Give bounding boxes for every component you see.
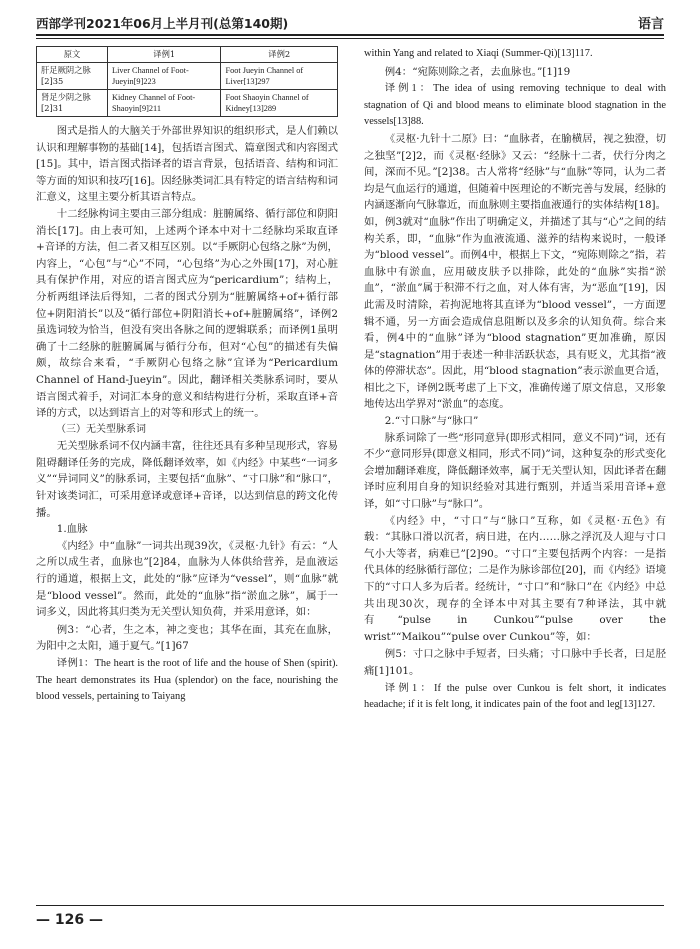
table-cell: Foot Shaoyin Channel of Kidney[13]289 [221,90,338,117]
section-label: 语言 [637,17,664,32]
table-row [37,63,338,90]
example-translation: 译例1：If the pulse over Cunkou is felt short, it indicates headache; if it is felt long, it indicates pain of the foot and leg[13]127. [364,682,666,711]
example-translation: 译例1：The idea of using removing technique to deal with stagnation of Qi and blood means to eliminate blood stagnation in the vessels[13]88. [364,83,666,128]
journal-title: 西部学刊2021年06月上半月刊(总第140期) [36,16,289,31]
table-header: 原文 [37,47,108,63]
example-source: 例5：寸口之脉中手短者，曰头痛；寸口脉中手长者，曰足胫痛[1]101。 [364,648,666,677]
terms-table [36,46,338,117]
page-number: — 126 — [36,912,103,928]
subsection-heading: 1.血脉 [56,523,88,536]
table-cell: 肾足少阴之脉[2]31 [37,90,108,117]
table-header: 译例1 [108,47,221,63]
header-rule [36,34,664,36]
paragraph: 十二经脉构词主要由三部分组成：脏腑属络、循行部位和阴阳消长[17]。由上表可知，上述两个译本中对十二经脉均采取直译+音译的方法，但二者又相互区别。以“手厥阴心包络之脉”为例，内容上，“心包”与“心”不同，“心包络”为心之外围[17]，对心脏具有保护作用，对应的语言图式应为“pericardium”；结构上，分析两组译法后得知，二者的图式分别为“脏腑属络+of+循行部位+阴阳消长”以及“循行部位+阴阳消长+of+脏腑属络”，译例2虽选词较为恰当，但没有突出各脉之间的逻辑联系；而译例1虽明确了十二经脉的脏腑属属与循行分布，但对“心包”的描述有失偏颇，故综合来看，“手厥阴心包络之脉”宜译为“Pericardium Channel of Hand-Jueyin”。因此，翻译相关类脉系词时，要从语言图式着手，对词汇本身的意义和结构进行分析，采取直译+音译的方式，以达到语言上的对等和形式上的统一。 [36,207,338,420]
paragraph: 《灵枢·九针十二原》曰：“血脉者，在腧横居，视之独澄，切之独坚”[2]2，而《灵枢·经脉》又云：“经脉十二者，伏行分肉之间，深而不见。”[2]38。古人常将“经脉”与“血脉”等同，认为二者均是气血运行的通道，但随着中医理论的不断完善与发展，经脉的内涵逐渐向气脉靠近，而血脉则主要指血液通行的实体结构[18]。如，例3就对“血脉”作出了明确定义，并描述了其与“心”之间的结构关系，即，“血脉”作为血液流通、滋养的结构来说时，一般译为“blood vessel”。而例4中，根据上下文，“宛陈则除之”指，若血脉中有淤血，应用破皮肤予以排除，此处的“血脉”实指“淤血”，“淤血”属于积滞不行之血，对人体有害，为“恶血”[19]，因此需及时清除，若拘泥地将其直译为“blood vessel”，一方面逻辑不通，另一方面会造成信息阻断以及多余的认知负荷。综合来看，例4中的“血脉”译为“blood stagnation”更加准确，原因是“stagnation”用于表述一种非活跃状态，具有贬义，尤其指“液体的停滞状态”。因此，用“blood stagnation”表示淤血更合适，相比之下，译例2既考虑了上下文，准确传递了原文信息，又形象地传达出学界对“淤血”的态度。 [364,132,666,411]
paragraph: 《内经》中“血脉”一词共出现39次，《灵枢·九针》有云：“人之所以成生者，血脉也”[2]84，血脉为人体供给营养，是血液运行的通道，根据上文，此处的“脉”应译为“vessel”，则“血脉”就是“blood vessel”。然而，此处的“血脉”指“淤血之脉”，属于一词多义，因此将其归类为无关型认知负荷，并采用意译，如： [36,539,338,619]
table-header-row [37,47,338,63]
subsection-heading: 2.“寸口脉”与“脉口” [384,415,479,428]
paragraph: 无关型脉系词不仅内涵丰富，往往还具有多种呈现形式，容易阻碍翻译任务的完成，降低翻译效率，如《内经》中某些“一词多义”“异词同义”的脉系词，主要包括“血脉”、“寸口脉”和“脉口”，针对该类词汇，可采用意译或意译+音译，以达到信息的跨文化传播。 [36,440,338,519]
table-cell: Liver Channel of Foot-Jueyin[9]223 [108,63,221,90]
example-source: 例3：“心者，生之本，神之变也；其华在面，其充在血脉，为阳中之太阳，通于夏气。”[1]67 [36,623,338,653]
paragraph: 《内经》中，“寸口”与“脉口”互称，如《灵枢·五色》有载：“其脉口滑以沉者，病日进，在内……脉之浮沉及人迎与寸口气小大等者，病难已”[2]90。“寸口”主要包括两个内容：一是指代具体的经脉循行部位；二是作为脉诊部位[20]，而《内经》语境下的“寸口人多为后者。经统计，“寸口”和“脉口”在《内经》中总共出现30次，现存的全译本中对其主要有7种译法，其中就有“pulse in Cunkou”“pulse over the wrist”“Maikou”“pulse over Cunkou”等，如： [364,514,666,643]
example-source: 例4：“宛陈则除之者，去血脉也。”[1]19 [384,65,571,78]
page-header [36,10,664,32]
right-column [364,46,666,714]
section-heading: （三）无关型脉系词 [56,423,146,435]
table-header: 译例2 [221,47,338,63]
table-cell: Kidney Channel of Foot-Shaoyin[9]211 [108,90,221,117]
table-cell: Foot Jueyin Channel of Liver[13]297 [221,63,338,90]
table-cell: 肝足厥阴之脉[2]35 [37,63,108,90]
header-rule-thin [36,38,664,39]
paragraph: 脉系词除了一些“形同意异(即形式相同，意义不同)”词，还有不少“意同形异(即意义相同，形式不同)”词，这种复杂的形式变化会增加翻译难度，降低翻译效率，属于无关型认知，因此译者在翻译时应利用自身的知识经验对其进行甄别，并适当采用音译+意译，如“寸口脉”与“脉口”。 [364,431,666,511]
example-translation: 译例1：The heart is the root of life and the house of Shen (spirit). The heart demonstrates its Hua (splendor) on the face, nourishing the blood vessels, pertaining to Taiyang [36,658,338,703]
example-translation-cont: within Yang and related to Xiaqi (Summer-Qi)[13]117. [364,48,593,59]
paragraph: 图式是指人的大脑关于外部世界知识的组织形式，是人们赖以认识和理解事物的基础[14]，包括语言图式、篇章图式和内容图式[15]。其中，语言图式指译者的语言背景，包括语音、结构和词汇等方面的知识和技巧[16]。因经脉类词汇具有特定的语言结构和词汇意义，这里主要分析其语言特点。 [36,125,338,204]
footer-rule [36,905,664,906]
left-column [36,46,338,706]
table-row [37,90,338,117]
